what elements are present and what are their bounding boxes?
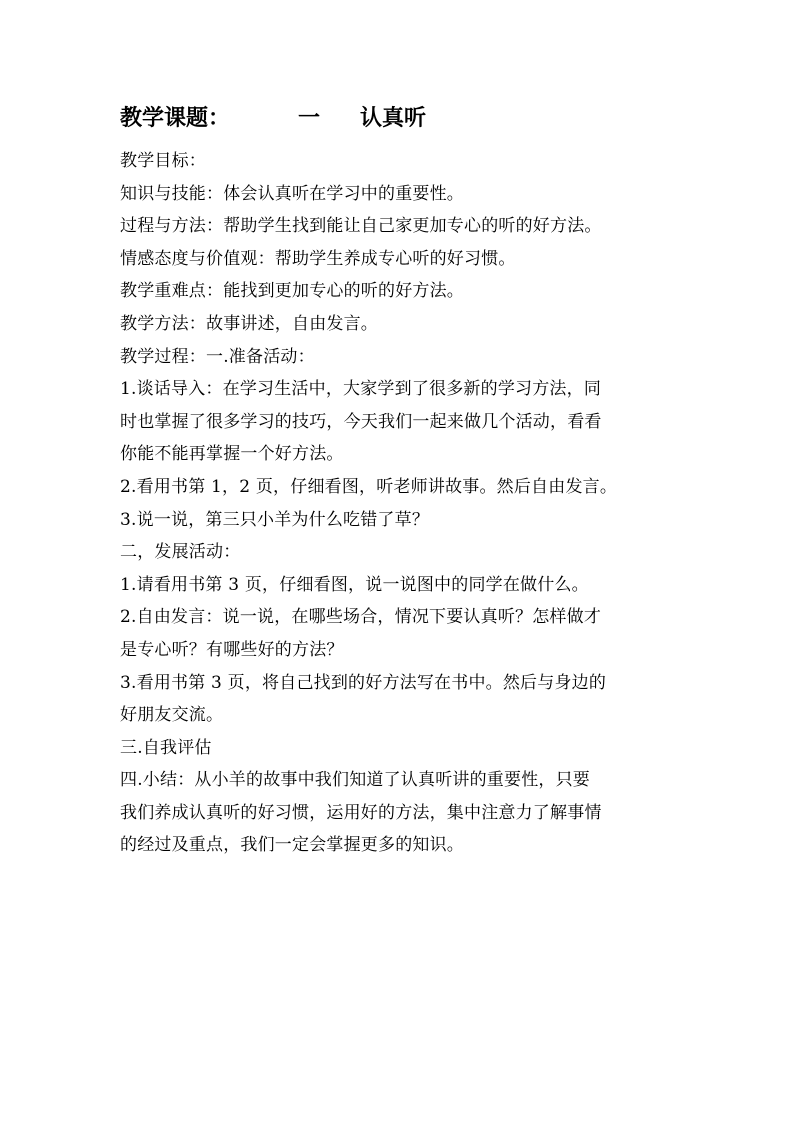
text-line: 教学过程：一.准备活动：: [120, 346, 315, 367]
lesson-number: 一: [298, 105, 321, 131]
text-line: 教学目标：: [120, 151, 206, 171]
text-line: 1.谈话导入：在学习生活中，大家学到了很多新的学习方法，同: [120, 379, 602, 400]
text-line: 情感态度与价值观：帮助学生养成专心听的好习惯。: [120, 248, 516, 269]
text-line: 2.自由发言：说一说，在哪些场合，情况下要认真听？怎样做才: [120, 607, 602, 628]
text-line: 过程与方法：帮助学生找到能让自己家更加专心的听的好方法。: [120, 216, 602, 237]
text-line: 1.请看用书第 3 页，仔细看图，说一说图中的同学在做什么。: [120, 574, 589, 595]
lesson-topic: 认真听: [360, 105, 427, 131]
text-line: 3.说一说，第三只小羊为什么吃错了草？: [120, 509, 430, 530]
text-line: 四.小结：从小羊的故事中我们知道了认真听讲的重要性，只要: [120, 770, 591, 791]
lesson-body: [120, 145, 690, 862]
text-line: 知识与技能：体会认真听在学习中的重要性。: [120, 183, 464, 204]
lesson-title: [120, 104, 426, 132]
text-line: 好朋友交流。: [120, 705, 224, 726]
text-line: 是专心听？有哪些好的方法？: [120, 639, 344, 660]
text-line: 时也掌握了很多学习的技巧，今天我们一起来做几个活动，看看: [120, 411, 602, 432]
lesson-title-label: 教学课题：: [120, 105, 231, 131]
text-line: 的经过及重点，我们一定会掌握更多的知识。: [120, 835, 464, 856]
text-line: 我们养成认真听的好习惯，运用好的方法，集中注意力了解事情: [120, 802, 602, 823]
text-line: 你能不能再掌握一个好方法。: [120, 444, 344, 465]
text-line: 教学方法：故事讲述，自由发言。: [120, 313, 378, 334]
text-line: 3.看用书第 3 页，将自己找到的好方法写在书中。然后与身边的: [120, 672, 607, 693]
text-line: 2.看用书第 1，2 页，仔细看图，听老师讲故事。然后自由发言。: [120, 476, 618, 497]
text-line: 三.自我评估: [120, 737, 212, 758]
text-line: 教学重难点：能找到更加专心的听的好方法。: [120, 281, 464, 302]
text-line: 二，发展活动：: [120, 542, 241, 563]
